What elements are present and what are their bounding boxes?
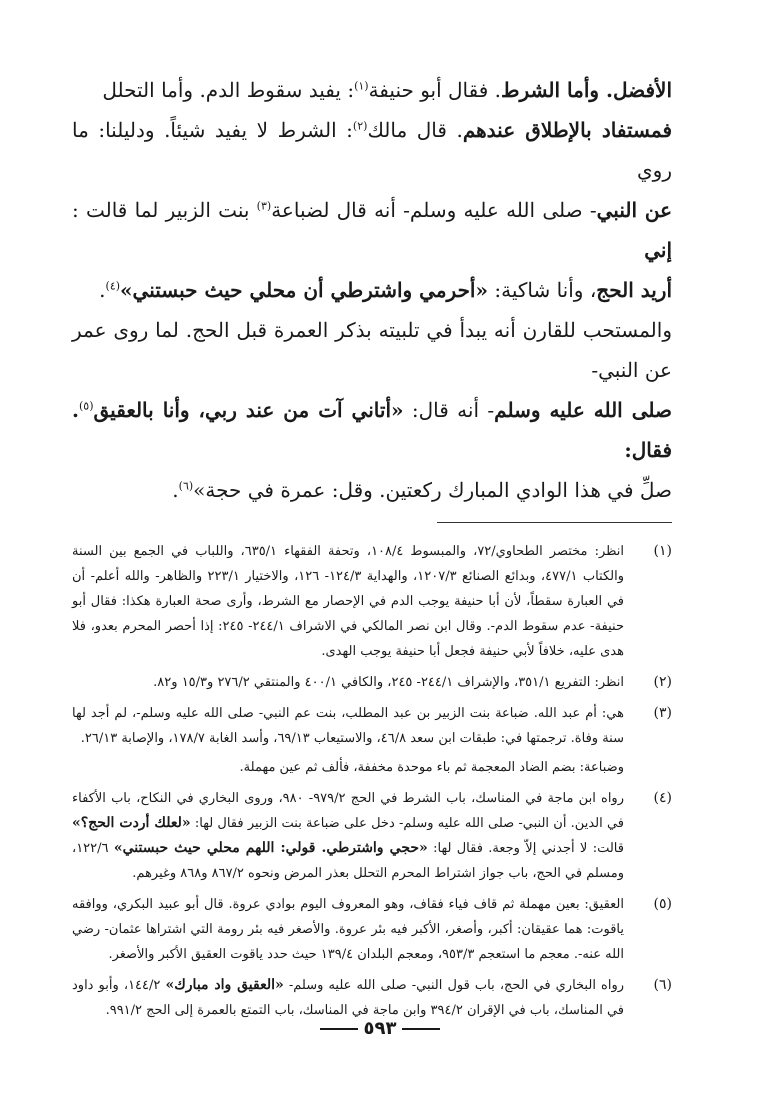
text-segment: العقيق: بعين مهملة ثم قاف فياء فقاف، وهو المعروف اليوم بوادي عروة. قال أبو عبيد البكري، ووافقه ياقوت: هما عقيقان: أكبر، وأصغر، الأكبر فيه بئر عروة. والأصغر فيه بئر رومة التي اشتراها عثمان- رضي الله عنه-. معجم ما استعجم ٩٥٣/٣، ومعجم البلدان ١٣٩/٤ حيث حدد ياقوت العقيق الأكبر والأصغر.	[72, 897, 624, 962]
page-number-dash-left	[320, 1028, 358, 1030]
footnotes	[72, 539, 672, 1023]
footnote	[72, 892, 672, 967]
footnote-body	[72, 786, 624, 886]
footnote-separator	[437, 522, 672, 523]
bold-text: صلى الله عليه وسلم	[494, 398, 672, 422]
text-segment: ، وأنا شاكية:	[488, 278, 597, 302]
footnote-body	[72, 701, 624, 751]
text-segment: .	[99, 278, 106, 302]
text-segment: رواه ابن ماجة في المناسك، باب الشرط في الحج ٩٧٩/٢- ٩٨٠، وروى البخاري في النكاح، باب الأكفاء في الدين. أن النبي- صلى الله عليه وسلم- دخل على ضباعة بنت الزبير فقال لها:	[72, 791, 624, 831]
bold-text: . فقال:	[72, 398, 672, 462]
main-line	[72, 110, 672, 190]
main-line	[72, 270, 672, 310]
footnote-ref: (١)	[354, 79, 369, 93]
footnote-number: (٣)	[653, 705, 672, 721]
footnote	[72, 539, 672, 664]
bold-text: فمستفاد بالإطلاق عندهم	[462, 118, 673, 142]
main-line	[72, 470, 672, 510]
page-content	[72, 70, 672, 1029]
text-segment: ١٤٤/٢، وأبو داود في المناسك، باب في الإقران ٣٩٤/٢ وابن ماجة في المناسك، باب التمتع بالعمرة إلى الحج ٩٩١/٢.	[72, 978, 624, 1018]
text-segment: هي: أم عبد الله. ضباعة بنت الزبير بن عبد المطلب، بنت عم النبي- صلى الله عليه وسلم-، لم أجد لها سنة وفاة. ترجمتها في: طبقات ابن سعد ٤٦/٨، والاستيعاب ٦٩/١٣، وأسد الغابة ١٧٨/٧، والإصابة ٢٦/١٣.	[72, 706, 624, 746]
text-segment: .	[172, 478, 179, 502]
footnote-number: (٥)	[653, 896, 672, 912]
main-line	[72, 190, 672, 270]
footnote-paragraph	[72, 786, 624, 886]
main-line	[72, 390, 672, 470]
text-segment: انظر: التفريع ٣٥١/١، والإشراف ٢٤٤/١- ٢٤٥، والكافي ٤٠٠/١ والمنتقي ٢٧٦/٢ و١٥/٣ و٨٢.	[153, 675, 624, 690]
text-segment: صلِّ في هذا الوادي المبارك ركعتين. وقل: عمرة في حجة»	[193, 478, 672, 502]
footnote-paragraph	[72, 539, 624, 664]
text-segment: بنت الزبير لما قالت :	[72, 198, 257, 222]
footnote-body	[72, 892, 624, 967]
text-segment: . فقال أبو حنيفة	[368, 78, 502, 102]
text-segment: : الشرط لا يفيد شيئاً. ودليلنا: ما روي	[72, 118, 672, 182]
main-line	[72, 310, 672, 390]
footnote-number: (٤)	[653, 790, 672, 806]
footnote-paragraph	[72, 670, 624, 695]
bold-text: أريد الحج	[596, 278, 672, 302]
footnote-body	[72, 973, 624, 1023]
bold-text: الأفضل. وأما الشرط	[501, 78, 672, 102]
text-segment: انظر: مختصر الطحاوي/٧٢، والمبسوط ١٠٨/٤، وتحفة الفقهاء ٦٣٥/١، واللباب في الجمع بين السنة والكتاب ٤٧٧/١، وبدائع الصنائع ١٢٠٧/٣، والهداية ١٢٤/٣- ١٢٦، والاختيار ٢٢٣/١ والظاهر- والله أعلم- أن في العبارة سقطاً، لأن أبا حنيفة يوجب الدم في الإحصار مع الشرط، وأرى صحة العبارة هكذا: فقال أبو حنيفة- عدم سقوط الدم-. وقال ابن نصر المالكي في الاشراف ٢٤٤/١- ٢٤٥: إذا أحصر المحرم بعدو، فلا هدى عليه، خلافاً لأبي حنيفة فجعل أبا حنيفة يوجب الهدى.	[72, 544, 625, 659]
main-line	[72, 70, 672, 110]
bold-text: «لعلك أردت الحج؟»	[72, 815, 191, 831]
text-segment: . قال مالك	[367, 118, 463, 142]
footnote-note: وضباعة: بضم الضاد المعجمة ثم باء موحدة مخففة، فألف ثم عين مهملة.	[239, 760, 624, 775]
footnote-paragraph	[72, 892, 624, 967]
footnote	[72, 670, 672, 695]
page-number-container	[0, 1018, 760, 1039]
footnote-number: (١)	[653, 543, 672, 559]
text-segment: رواه البخاري في الحج، باب قول النبي- صلى الله عليه وسلم-	[283, 978, 625, 993]
text-segment: ١٢٢/٦، ومسلم في الحج، باب جواز اشتراط المحرم التحلل بعذر المرض ونحوه ٨٦٧/٢ و٨٦٨ وغيرهم.	[72, 841, 624, 881]
footnote-ref: (٦)	[178, 479, 194, 493]
bold-text: «أحرمي واشترطي أن محلي حيث حبستني»	[120, 278, 488, 302]
text-segment: - صلى الله عليه وسلم- أنه قال لضباعة	[271, 198, 597, 222]
page-number-dash-right	[402, 1028, 440, 1030]
text-segment: والمستحب للقارن أنه يبدأ في تلبيته بذكر العمرة قبل الحج. لما روى عمر عن النبي-	[72, 318, 672, 382]
footnote-ref: (٣)	[256, 199, 272, 213]
bold-text: إني	[644, 238, 672, 262]
footnote-ref: (٢)	[352, 119, 368, 133]
bold-text: عن النبي	[596, 198, 673, 222]
footnote-body	[72, 670, 624, 695]
footnote-paragraph	[72, 973, 624, 1023]
footnote	[72, 786, 672, 886]
footnote-ref: (٤)	[105, 279, 121, 293]
text-segment: - أنه قال:	[403, 398, 495, 422]
footnote-number: (٦)	[653, 977, 672, 993]
bold-text: «أتاني آت من عند ربي، وأنا بالعقيق	[93, 398, 404, 422]
footnote-ref: (٥)	[78, 399, 94, 413]
text-segment: : يفيد سقوط الدم. وأما التحلل	[102, 78, 355, 102]
footnote-paragraph	[72, 701, 624, 751]
footnote-number: (٢)	[653, 674, 672, 690]
bold-text: «العقيق واد مبارك»	[165, 977, 284, 993]
page-number: ٥٩٣	[363, 1018, 397, 1039]
text-segment: قالت: لا أجدني إلاّ وجعة. فقال لها:	[427, 841, 624, 856]
main-text	[72, 70, 672, 510]
footnote	[72, 701, 672, 751]
bold-text: «حجي واشترطي. قولي: اللهم محلي حيث حبستني»	[113, 840, 428, 856]
footnote-body	[72, 539, 624, 664]
footnote	[72, 973, 672, 1023]
